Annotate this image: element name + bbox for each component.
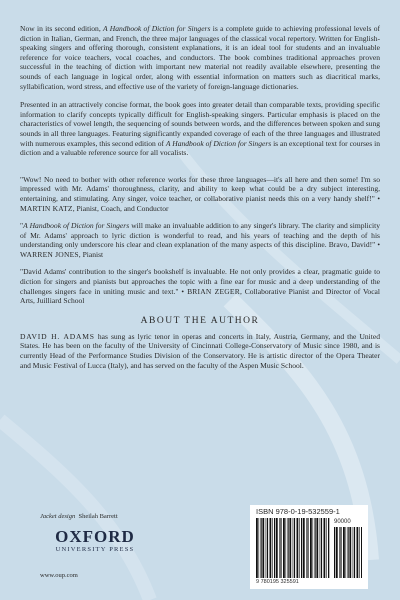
barcode-panel — [250, 505, 368, 589]
about-author-heading: ABOUT THE AUTHOR — [140, 315, 260, 326]
back-cover-text — [20, 24, 380, 379]
publisher-logo — [40, 527, 150, 553]
barcode-digits: 9 780195 325591 — [256, 579, 299, 585]
publisher-name: OXFORD — [55, 527, 135, 546]
quote-katz: "Wow! No need to bother with other reference works for these three languages—it's all here and then some! I'm so impressed with Mr. Adams' thoroughness, clarity, and ability to keep what could be a dry subject interesting, entertaining, and stimulating. Any singer, voice teacher, or collaborative pianist needs this on a very handy shelf!" • MARTIN KATZ, Pianist, Coach, and Conductor — [20, 174, 380, 213]
isbn-text: ISBN 978-0-19-532559-1 — [256, 507, 340, 516]
intro-paragraph-1: Now in its second edition, A Handbook of Diction for Singers is a complete guide to achieving professional levels of diction in Italian, German, and French, the three major languages of the classical vocal repertory. Written for English-speaking singers and offering thorough, consistent explanations, it is an ideal tool for students and an invaluable reference for voice teachers, vocal coaches, and conductors. The book combines traditional approaches proven successful in the teaching of diction with important new material not readily available elsewhere, presenting the sounds of each language in logical order, along with essential information on matters such as diacritical marks, syllabification, word stress, and effective use of the variety of foreign-language dictionaries. — [20, 24, 380, 91]
jacket-credit: Jacket design Sheilah Barrett — [40, 513, 118, 520]
price-barcode-icon — [334, 527, 362, 578]
price-code: 90000 — [334, 519, 351, 525]
publisher-url: www.oup.com — [40, 572, 78, 579]
publisher-subtitle: UNIVERSITY PRESS — [55, 546, 135, 553]
author-bio: DAVID H. ADAMS has sung as lyric tenor in operas and concerts in Italy, Austria, Germany, and the United States. He has been on the faculty of the University of Cincinnati College-Conservatory of Music since 1980, and is currently Head of the Performance Studies Division of the Conservatory. He is artistic director of the Opera Theater and Music Festival of Lucca (Italy), and has served on the faculty of the Aspen Music School. — [20, 331, 380, 370]
quote-zeger: "David Adams' contribution to the singer's bookshelf is invaluable. He not only provides a clear, pragmatic guide to diction for singers and pianists but approaches the topic with a fine ear for music and a deep understanding of the challenges singers face in uniting music and text." • BRIAN ZEGER, Collaborative Pianist and Director of Vocal Arts, Juilliard School — [20, 267, 380, 306]
barcode-icon — [256, 518, 330, 578]
intro-paragraph-2: Presented in an attractively concise format, the book goes into greater detail than comparable texts, providing specific information to clarify concepts typically difficult for English-speaking singers. Particular emphasis is placed on the characteristics of vowel length, the sequencing of sounds between words, and the differences between spoken and sung sounds in all three languages. Featuring significantly expanded coverage of each of the three languages and illustrated with numerous examples, this second edition of A Handbook of Diction for Singers is an exceptional text for courses in diction and a valuable reference source for all vocalists. — [20, 100, 380, 158]
quote-jones: "A Handbook of Diction for Singers will make an invaluable addition to any singer's library. The clarity and simplicity of Mr. Adams' approach to lyric diction is wonderful to read, and his years of teaching and the depth of his understanding only underscore his clear and clean explanation of the many aspects of this discipline. Bravo, David!" • WARREN JONES, Pianist — [20, 221, 380, 259]
